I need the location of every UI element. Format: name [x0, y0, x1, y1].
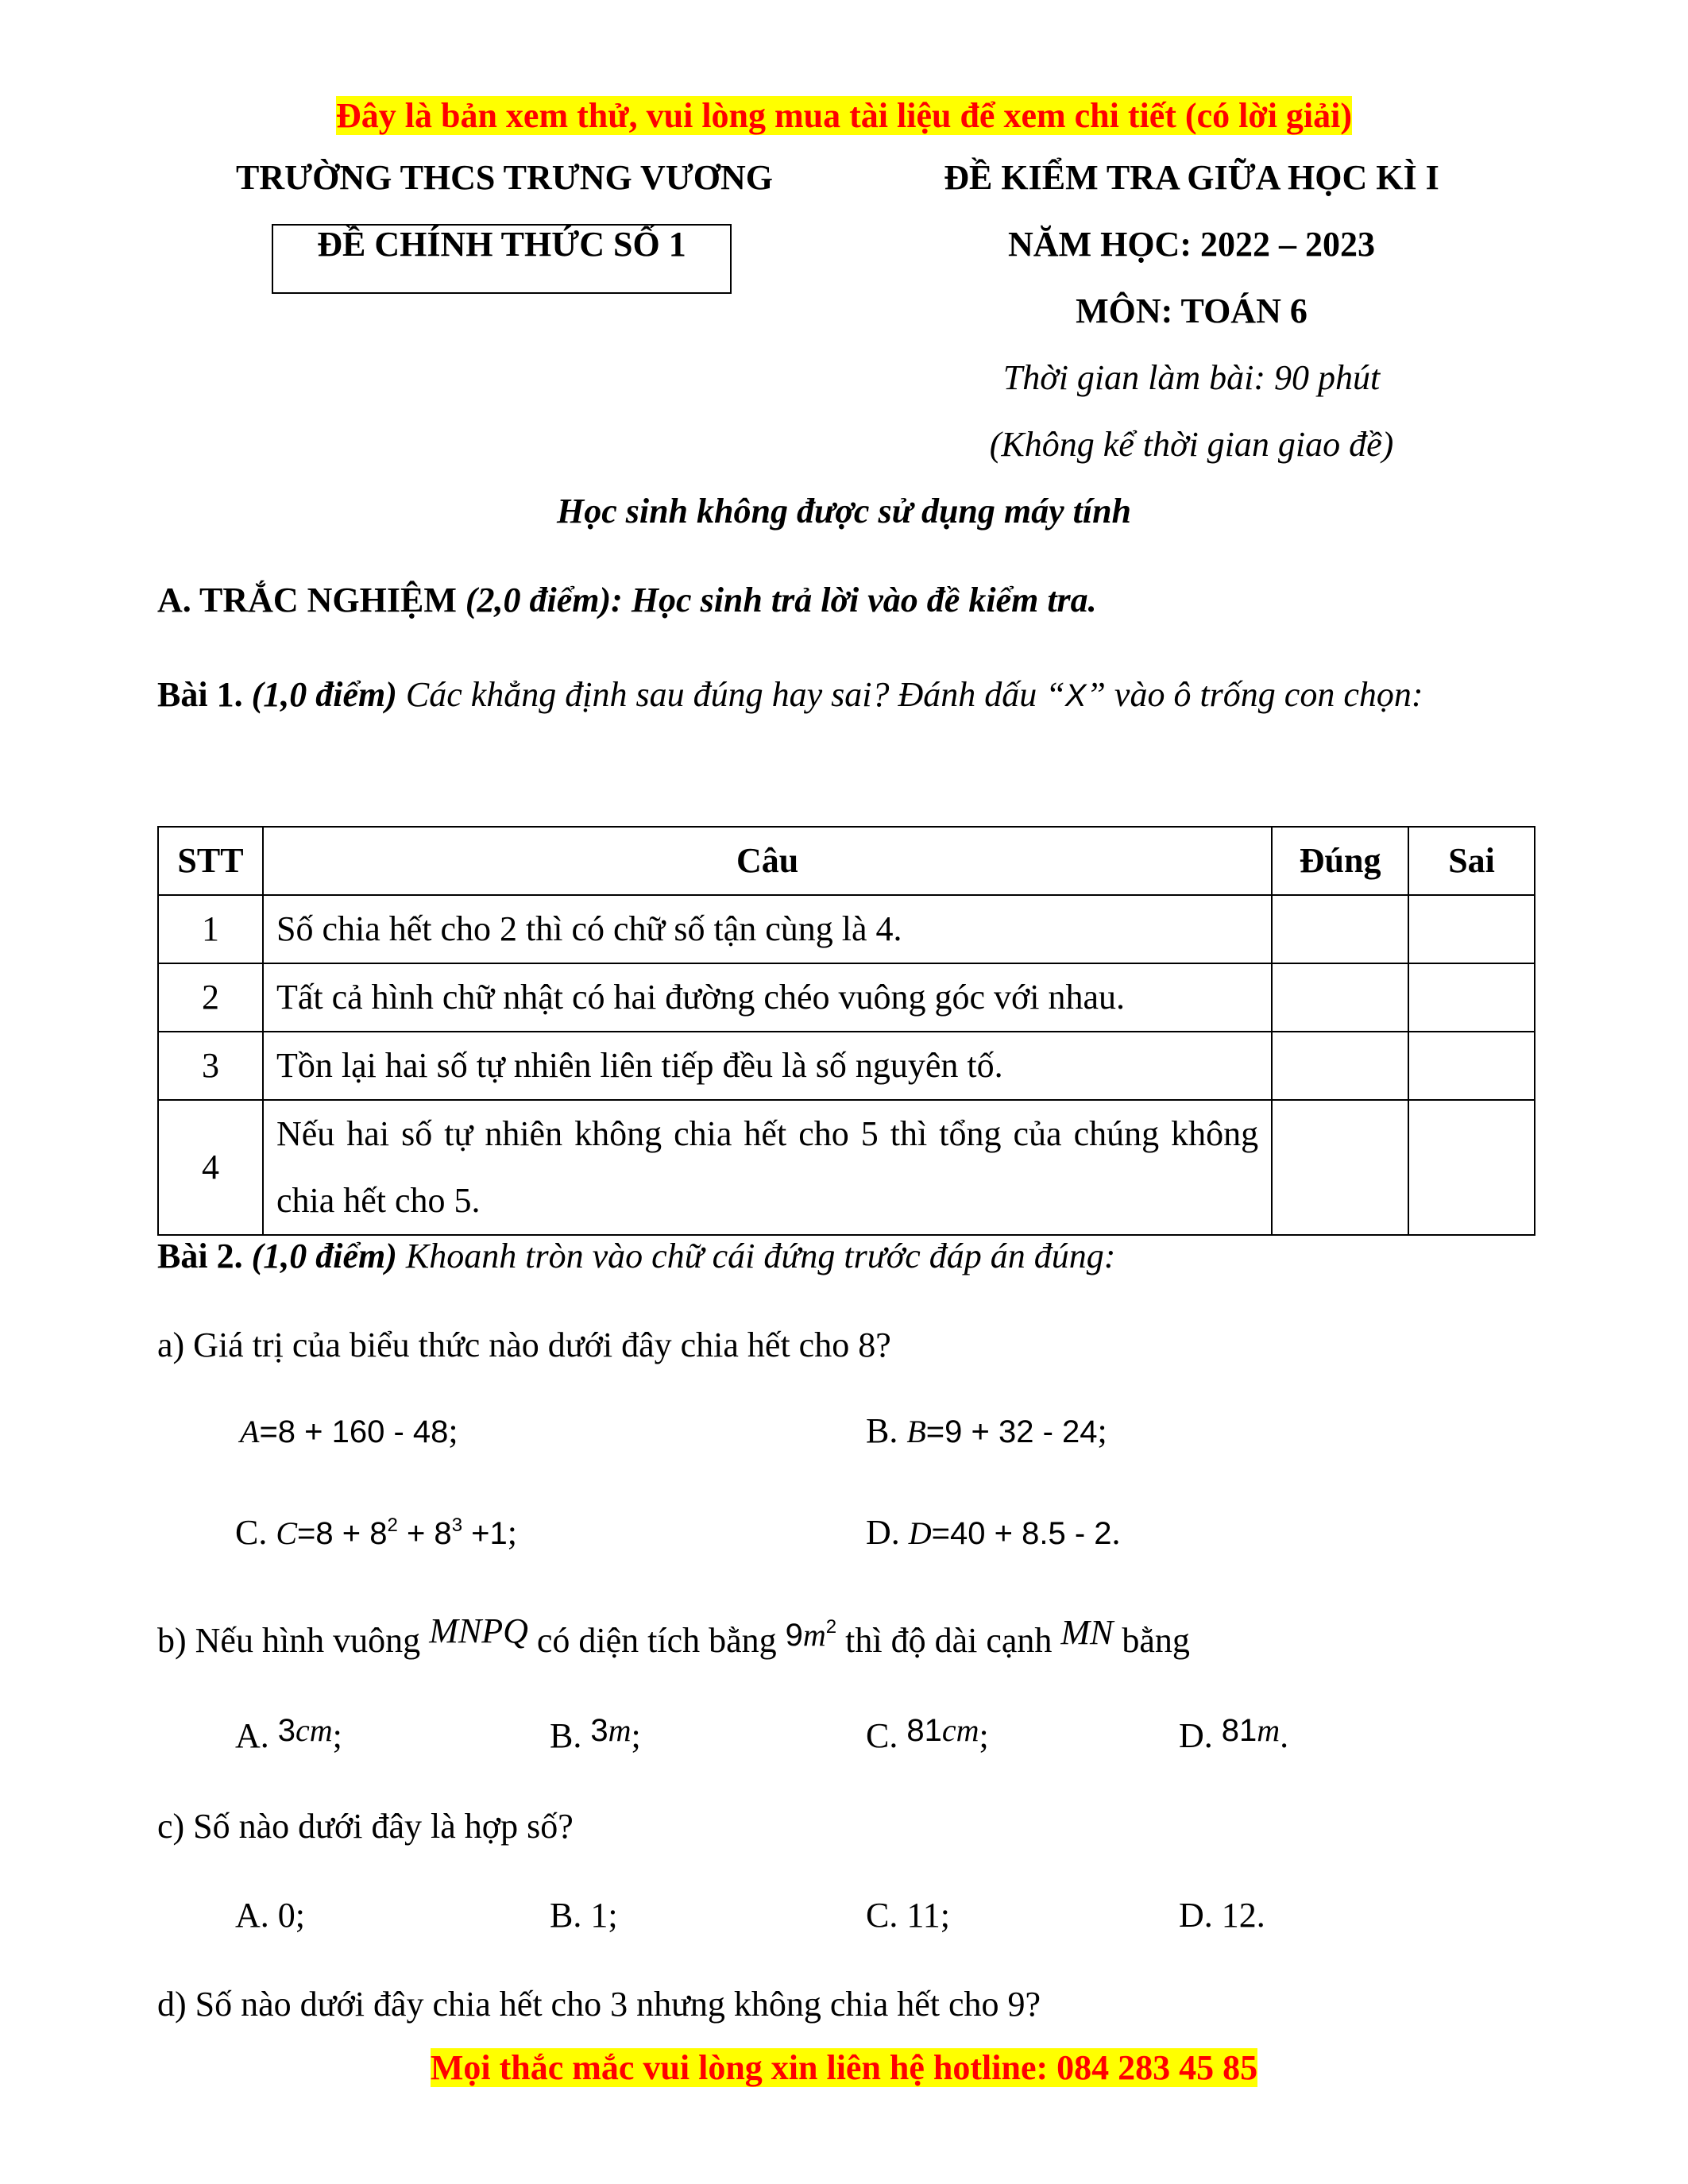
- opt-num: 3: [277, 1713, 296, 1748]
- expr-b: =9 + 32 - 24: [925, 1414, 1098, 1449]
- duration: Thời gian làm bài: 90 phút: [1002, 358, 1381, 397]
- header-stt: STT: [158, 827, 263, 895]
- question-b: [157, 1611, 1190, 1661]
- false-answer-cell[interactable]: [1408, 1032, 1535, 1100]
- header-dung: Đúng: [1272, 827, 1408, 895]
- opt-label: A.: [235, 1716, 269, 1755]
- bai2-prompt: [157, 1236, 1115, 1276]
- option-b-1[interactable]: [866, 1410, 1107, 1451]
- opt-num: 81: [1221, 1713, 1257, 1748]
- exam-title: ĐỀ KIỂM TRA GIỮA HỌC KÌ I: [944, 158, 1439, 197]
- no-calculator-instruction: Học sinh không được sử dụng máy tính: [556, 492, 1132, 531]
- bai1-text-before: Các khẳng định sau đúng hay sai? Đánh dấu “: [405, 675, 1065, 714]
- question-d: d) Số nào dưới đây chia hết cho 3 nhưng không chia hết cho 9?: [157, 1985, 1041, 2024]
- opt-end: .: [1280, 1716, 1289, 1755]
- sup-c-1: 2: [387, 1515, 398, 1536]
- qb-side: MN: [1060, 1613, 1114, 1652]
- table-row: [158, 1032, 1535, 1100]
- table-row: [158, 895, 1535, 963]
- option-b-3[interactable]: B. 1;: [550, 1896, 618, 1935]
- preview-banner: Đây là bản xem thử, vui lòng mua tài liệu để xem chi tiết (có lời giải): [335, 96, 1353, 135]
- row-stt: 1: [158, 895, 263, 963]
- sup-c-2: 3: [451, 1515, 463, 1536]
- option-d-1[interactable]: [866, 1512, 1121, 1553]
- option-d-3[interactable]: D. 12.: [1179, 1896, 1265, 1935]
- true-false-table: [157, 826, 1535, 1236]
- false-answer-cell[interactable]: [1408, 963, 1535, 1032]
- opt-unit: m: [608, 1712, 632, 1748]
- var-b: B: [906, 1414, 926, 1449]
- option-b-2[interactable]: [550, 1712, 641, 1756]
- end-a: ;: [448, 1411, 458, 1450]
- opt-label: D.: [1179, 1716, 1213, 1755]
- qb-area-num: 9: [785, 1618, 803, 1653]
- option-c-1[interactable]: [235, 1512, 517, 1553]
- true-answer-cell[interactable]: [1272, 963, 1408, 1032]
- question-a: a) Giá trị của biểu thức nào dưới đây chia hết cho 8?: [157, 1325, 891, 1364]
- row-stt: 3: [158, 1032, 263, 1100]
- row-statement: Tồn lại hai số tự nhiên liên tiếp đều là số nguyên tố.: [263, 1032, 1272, 1100]
- header-sai: Sai: [1408, 827, 1535, 895]
- opt-unit: m: [1257, 1712, 1280, 1748]
- qb-pre: b) Nếu hình vuông: [157, 1621, 421, 1660]
- bai1-mark: X: [1064, 678, 1087, 713]
- label-c: C.: [235, 1513, 268, 1552]
- qb-shape: MNPQ: [429, 1611, 528, 1650]
- qb-mid: có diện tích bằng: [536, 1621, 777, 1660]
- duration-note: (Không kể thời gian giao đề): [989, 425, 1394, 464]
- opt-unit: cm: [295, 1712, 333, 1748]
- expr-d: =40 + 8.5 - 2: [931, 1516, 1112, 1551]
- school-year: NĂM HỌC: 2022 – 2023: [1008, 225, 1375, 264]
- table-row: [158, 1100, 1535, 1235]
- option-a-3[interactable]: A. 0;: [235, 1896, 305, 1935]
- var-d: D: [908, 1515, 932, 1551]
- section-a-detail: (2,0 điểm): Học sinh trả lời vào đề kiểm tra.: [465, 581, 1097, 619]
- opt-end: ;: [979, 1716, 989, 1755]
- row-statement: Số chia hết cho 2 thì có chữ số tận cùng là 4.: [263, 895, 1272, 963]
- option-a-2[interactable]: [235, 1712, 342, 1756]
- bai2-instruction: Khoanh tròn vào chữ cái đứng trước đáp án đúng:: [405, 1237, 1116, 1275]
- subject: MÔN: TOÁN 6: [1076, 291, 1308, 330]
- row-stt: 4: [158, 1100, 263, 1235]
- expr-c-a: =8 + 8: [297, 1516, 388, 1551]
- label-d: D.: [866, 1513, 900, 1552]
- section-a-title: A. TRẮC NGHIỆM: [157, 581, 457, 619]
- question-c: c) Số nào dưới đây là hợp số?: [157, 1807, 574, 1846]
- qb-post: bằng: [1122, 1621, 1190, 1660]
- row-stt: 2: [158, 963, 263, 1032]
- qb-area-sup: 2: [825, 1616, 837, 1638]
- bai2-points: (1,0 điểm): [251, 1237, 397, 1275]
- row-statement: Tất cả hình chữ nhật có hai đường chéo vuông góc với nhau.: [263, 963, 1272, 1032]
- opt-label: C.: [866, 1716, 898, 1755]
- end-c: ;: [507, 1513, 517, 1552]
- header-cau: Câu: [263, 827, 1272, 895]
- option-a-1[interactable]: [240, 1410, 458, 1451]
- option-d-2[interactable]: [1179, 1712, 1289, 1756]
- qb-mid2: thì độ dài cạnh: [845, 1621, 1053, 1660]
- true-answer-cell[interactable]: [1272, 1032, 1408, 1100]
- school-name: TRƯỜNG THCS TRƯNG VƯƠNG: [236, 158, 773, 197]
- bai1-prompt: [157, 661, 1533, 730]
- true-answer-cell[interactable]: [1272, 1100, 1408, 1235]
- end-b: ;: [1097, 1411, 1107, 1450]
- var-a: A: [240, 1414, 260, 1449]
- bai1-points: (1,0 điểm): [251, 675, 397, 714]
- opt-label: B.: [550, 1716, 582, 1755]
- preview-banner-row: [0, 95, 1688, 136]
- true-answer-cell[interactable]: [1272, 895, 1408, 963]
- false-answer-cell[interactable]: [1408, 895, 1535, 963]
- expr-c-b: + 8: [397, 1516, 452, 1551]
- label-b: B.: [866, 1411, 898, 1450]
- footer-banner-row: [0, 2047, 1688, 2088]
- section-a-heading: [157, 580, 1097, 620]
- qb-area-unit: m: [802, 1617, 826, 1653]
- bai1-label: Bài 1.: [157, 675, 243, 714]
- official-exam-label: ĐỀ CHÍNH THỨC SỐ 1: [317, 225, 686, 264]
- opt-unit: cm: [941, 1712, 979, 1748]
- var-c: C: [276, 1515, 298, 1551]
- row-statement: Nếu hai số tự nhiên không chia hết cho 5 thì tổng của chúng không chia hết cho 5.: [263, 1100, 1272, 1235]
- expr-c-c: +1: [462, 1516, 508, 1551]
- end-d: .: [1111, 1513, 1121, 1552]
- table-row: [158, 963, 1535, 1032]
- option-c-2[interactable]: [866, 1712, 989, 1756]
- expr-a: =8 + 160 - 48: [259, 1414, 449, 1449]
- table-header-row: [158, 827, 1535, 895]
- opt-end: ;: [332, 1716, 342, 1755]
- option-c-3[interactable]: C. 11;: [866, 1896, 950, 1935]
- bai1-text-after: ” vào ô trống con chọn:: [1086, 675, 1423, 714]
- hotline-banner: Mọi thắc mắc vui lòng xin liên hệ hotline: 084 283 45 85: [430, 2048, 1258, 2087]
- false-answer-cell[interactable]: [1408, 1100, 1535, 1235]
- opt-num: 3: [590, 1713, 608, 1748]
- opt-end: ;: [631, 1716, 641, 1755]
- bai2-label: Bài 2.: [157, 1237, 243, 1275]
- opt-num: 81: [906, 1713, 942, 1748]
